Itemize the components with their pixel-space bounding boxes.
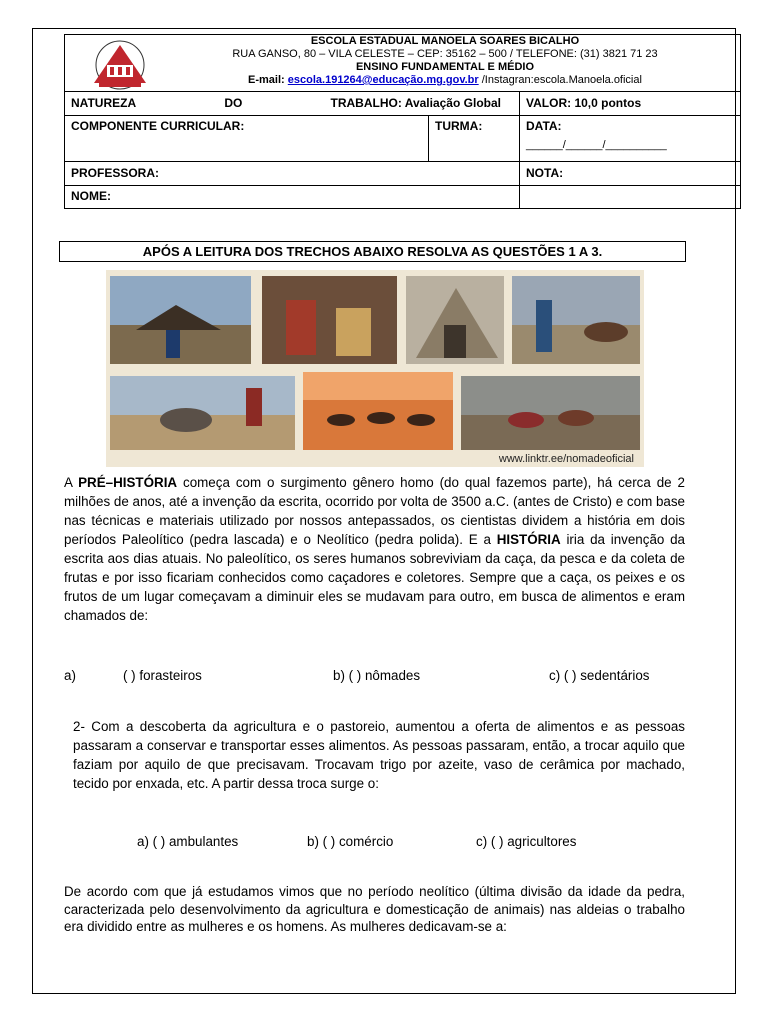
school-header xyxy=(65,35,741,92)
componente-field[interactable] xyxy=(65,116,429,162)
trabalho-label: TRABALHO: Avaliação Global xyxy=(330,96,501,110)
q2-option-b[interactable]: b) ( ) comércio xyxy=(307,834,394,849)
nota-field[interactable] xyxy=(520,162,741,186)
nome-extra-cell xyxy=(520,186,741,209)
q1-option-a-letter: a) xyxy=(64,668,76,683)
q1-part-1: A xyxy=(64,475,79,490)
school-logo xyxy=(85,39,155,91)
school-level: ENSINO FUNDAMENTAL E MÉDIO xyxy=(355,61,535,73)
email-label: E-mail: xyxy=(248,74,285,86)
data-label: DATA: xyxy=(526,119,562,133)
q2-option-a[interactable]: a) ( ) ambulantes xyxy=(137,834,239,849)
nota-label: NOTA: xyxy=(526,166,564,180)
question-2-text: 2- Com a descoberta da agricultura e o pastoreio, aumentou a oferta de alimentos e as pessoas passaram a conservar e transportar esses alimentos. As pessoas passaram, então, a trocar aquilo que faziam por aquilo de que precisavam. Trocavam trigo por azeite, vaso de cerâmica por machado, tecido por enxada, etc. A partir dessa troca surge o: xyxy=(73,719,685,791)
data-field[interactable] xyxy=(520,116,741,162)
professora-field[interactable] xyxy=(65,162,520,186)
photo-collage-graphic xyxy=(106,270,644,467)
valor-cell: VALOR: 10,0 pontos xyxy=(520,92,741,116)
q1-part-3: iria da invenção da escrita aos dias atuais. No paleolítico, os seres humanos sobreviviam da caça, da pesca e da coleta de frutas e por isso ficariam conhecidos como caçadores e coletores. Sempre que a caça, os peixes e os frutos de um lugar começavam a diminuir eles se mudavam para outro, em busca de alimentos e eram chamados de: xyxy=(64,532,685,623)
question-1-text xyxy=(64,473,685,625)
q1-option-c[interactable]: c) ( ) sedentários xyxy=(549,668,650,683)
q1-part-2: começa com o surgimento gênero homo (do qual fazemos parte), há cerca de 2 milhões de anos, até a invenção da escrita, ocorrido por volta de 3500 a.C. (antes de Cristo) e com base nas técnicas e materiais utilizado por nossos antepassados, os cientistas dividem a história em dois períodos Paleolítico (pedra lascada) e o Neolítico (pedra polida). E a xyxy=(64,475,686,547)
q1-option-a[interactable]: ( ) forasteiros xyxy=(123,668,202,683)
instagram-text: /Instagran:escola.Manoela.oficial xyxy=(481,74,642,86)
image-credit: www.linktr.ee/nomadeoficial xyxy=(498,453,634,465)
turma-field[interactable] xyxy=(429,116,520,162)
natureza-label: NATUREZA xyxy=(71,96,137,110)
natureza-cell xyxy=(65,92,520,116)
email-link[interactable]: escola.191264@educação.mg.gov.br xyxy=(287,74,479,86)
turma-label: TURMA: xyxy=(435,119,483,133)
school-contact xyxy=(165,74,725,87)
professora-label: PROFESSORA: xyxy=(71,166,160,180)
q1-bold-historia: HISTÓRIA xyxy=(496,532,561,547)
school-address: RUA GANSO, 80 – VILA CELESTE – CEP: 35162 – 500 / TELEFONE: (31) 3821 71 23 xyxy=(232,48,658,60)
q1-option-b[interactable]: b) ( ) nômades xyxy=(333,668,421,683)
header-table xyxy=(64,34,741,209)
componente-label: COMPONENTE CURRICULAR: xyxy=(71,119,245,133)
data-blank: ______/______/__________ xyxy=(526,139,667,151)
question-3-text: De acordo com que já estudamos vimos que no período neolítico (última divisão da idade da pedra, caracterizada pelo desenvolvimento da agricultura e domesticação de animais) nas aldeias o trabalho era dividido entre as mulheres e os homens. As mulheres dedicavam-se a: xyxy=(64,884,685,934)
nomad-photo-collage xyxy=(106,270,644,467)
q2-option-c[interactable]: c) ( ) agricultores xyxy=(476,834,577,849)
nome-field[interactable] xyxy=(65,186,520,209)
nome-label: NOME: xyxy=(71,189,111,203)
instruction-title: APÓS A LEITURA DOS TRECHOS ABAIXO RESOLVA AS QUESTÕES 1 A 3. xyxy=(59,241,686,262)
q1-bold-prehistoria: PRÉ–HISTÓRIA xyxy=(78,475,178,490)
school-info xyxy=(165,35,725,87)
school-name: ESCOLA ESTADUAL MANOELA SOARES BICALHO xyxy=(310,35,580,47)
do-label: DO xyxy=(224,96,243,110)
